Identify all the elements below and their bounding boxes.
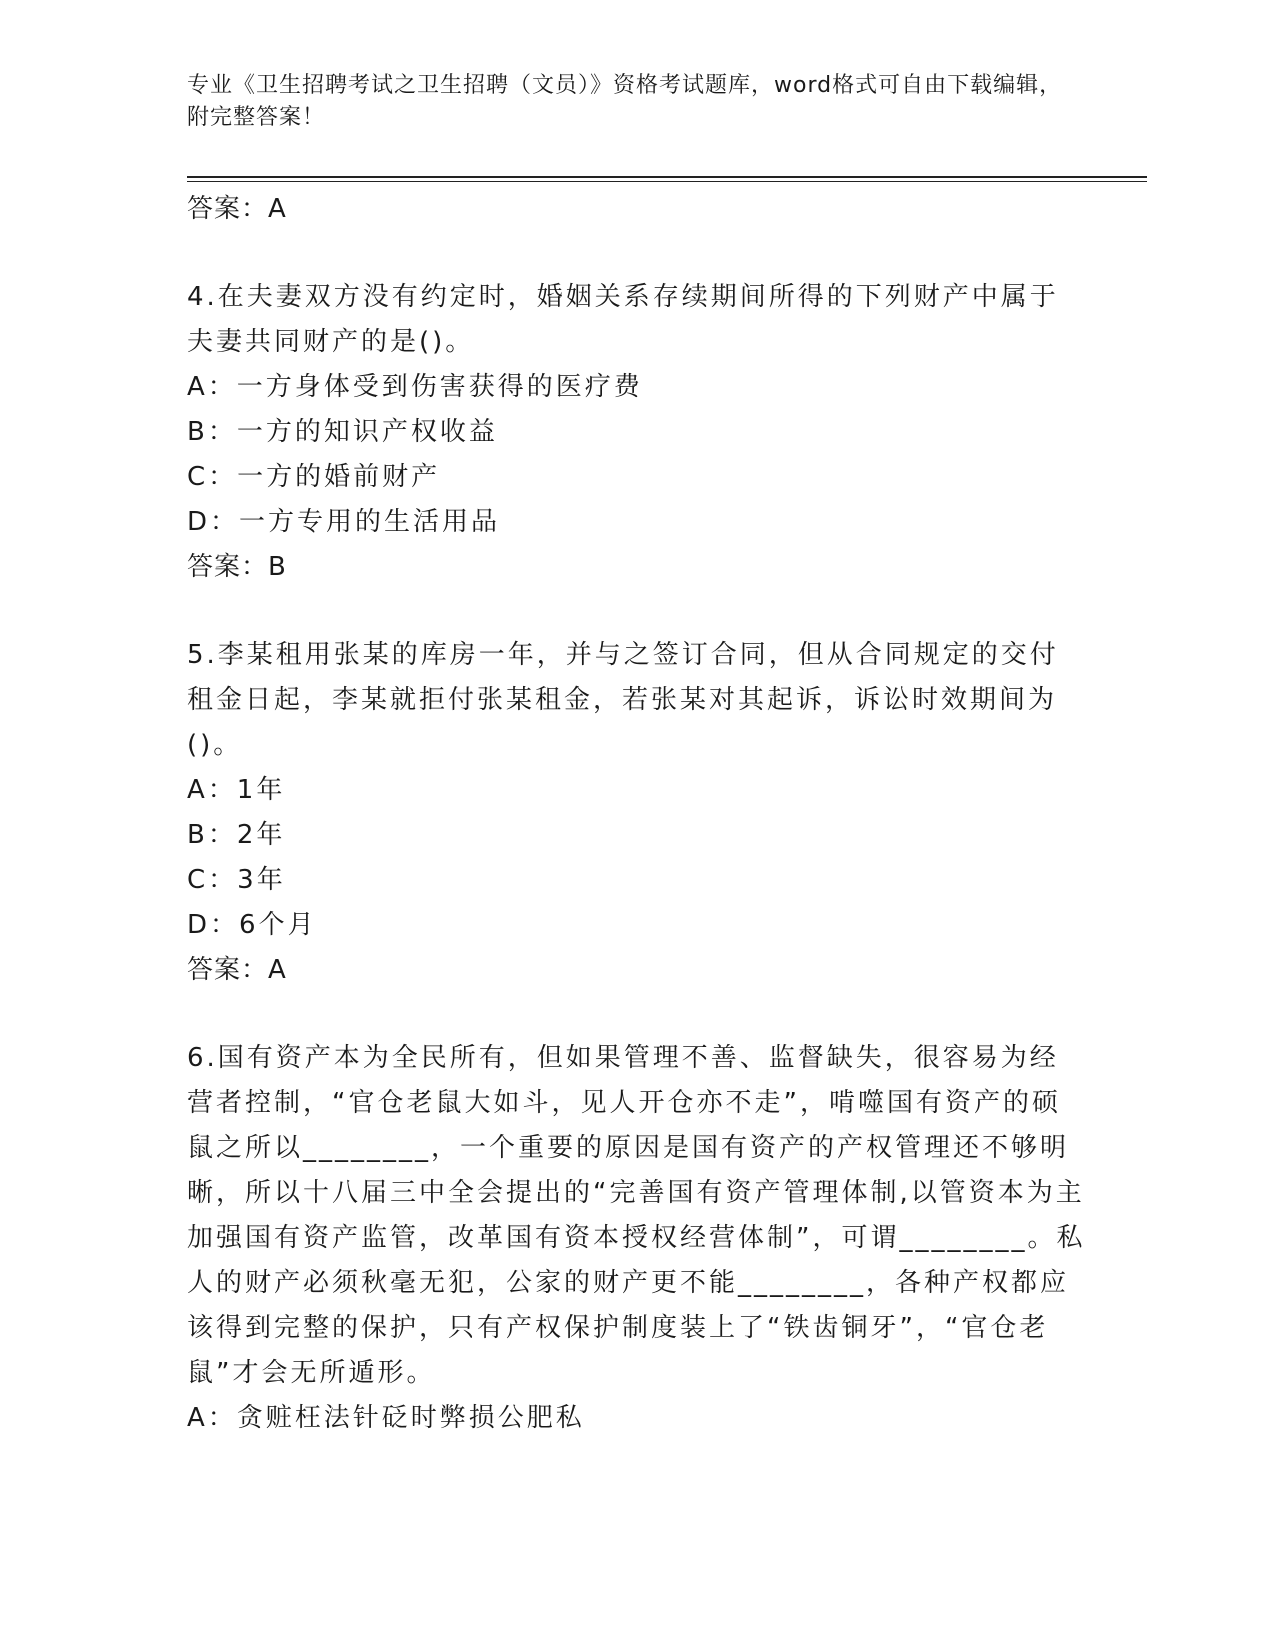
option-a: A：贪赃枉法针砭时弊损公肥私 (187, 1403, 585, 1433)
question-text: 6.国有资产本为全民所有，但如果管理不善、监督缺失，很容易为经营者控制，“官仓老鼠大如斗，见人开仓亦不走”，啃噬国有资产的硕鼠之所以________，一个重要的原因是国有资产的产权管理还不够明晰，所以十八届三中全会提出的“完善国有资产管理体制,以管资本为主加强国有资产监管，改革国有资本授权经营体制”，可谓________。私人的财产必须秋毫无犯，公家的财产更不能________，各种产权都应该得到完整的保护，只有产权保护制度装上了“铁齿铜牙”，“官仓老鼠”才会无所遁形。 (187, 1043, 1086, 1388)
question-4 (187, 275, 1087, 589)
header-divider-thick (187, 176, 1147, 178)
previous-answer: 答案：A (187, 194, 287, 224)
question-list (187, 187, 1087, 1441)
answer-label: 答案：A (187, 955, 287, 985)
question-text: 4.在夫妻双方没有约定时，婚姻关系存续期间所得的下列财产中属于夫妻共同财产的是()。 (187, 282, 1059, 357)
option-c: C：3年 (187, 865, 286, 895)
option-c: C：一方的婚前财产 (187, 462, 441, 492)
answer-label: 答案：B (187, 552, 287, 582)
option-d: D：6个月 (187, 910, 317, 940)
option-d: D：一方专用的生活用品 (187, 507, 501, 537)
header-title: 专业《卫生招聘考试之卫生招聘（文员）》资格考试题库，word格式可自由下载编辑，附完整答案！ (187, 73, 1063, 130)
option-b: B：2年 (187, 820, 286, 850)
option-a: A：一方身体受到伤害获得的医疗费 (187, 372, 643, 402)
document-header (187, 70, 1067, 134)
option-a: A：1年 (187, 775, 286, 805)
question-5 (187, 633, 1087, 992)
option-b: B：一方的知识产权收益 (187, 417, 498, 447)
header-divider-thin (187, 181, 1147, 182)
question-6 (187, 1036, 1087, 1441)
question-text: 5.李某租用张某的库房一年，并与之签订合同，但从合同规定的交付租金日起，李某就拒付张某租金，若张某对其起诉，诉讼时效期间为()。 (187, 640, 1059, 760)
